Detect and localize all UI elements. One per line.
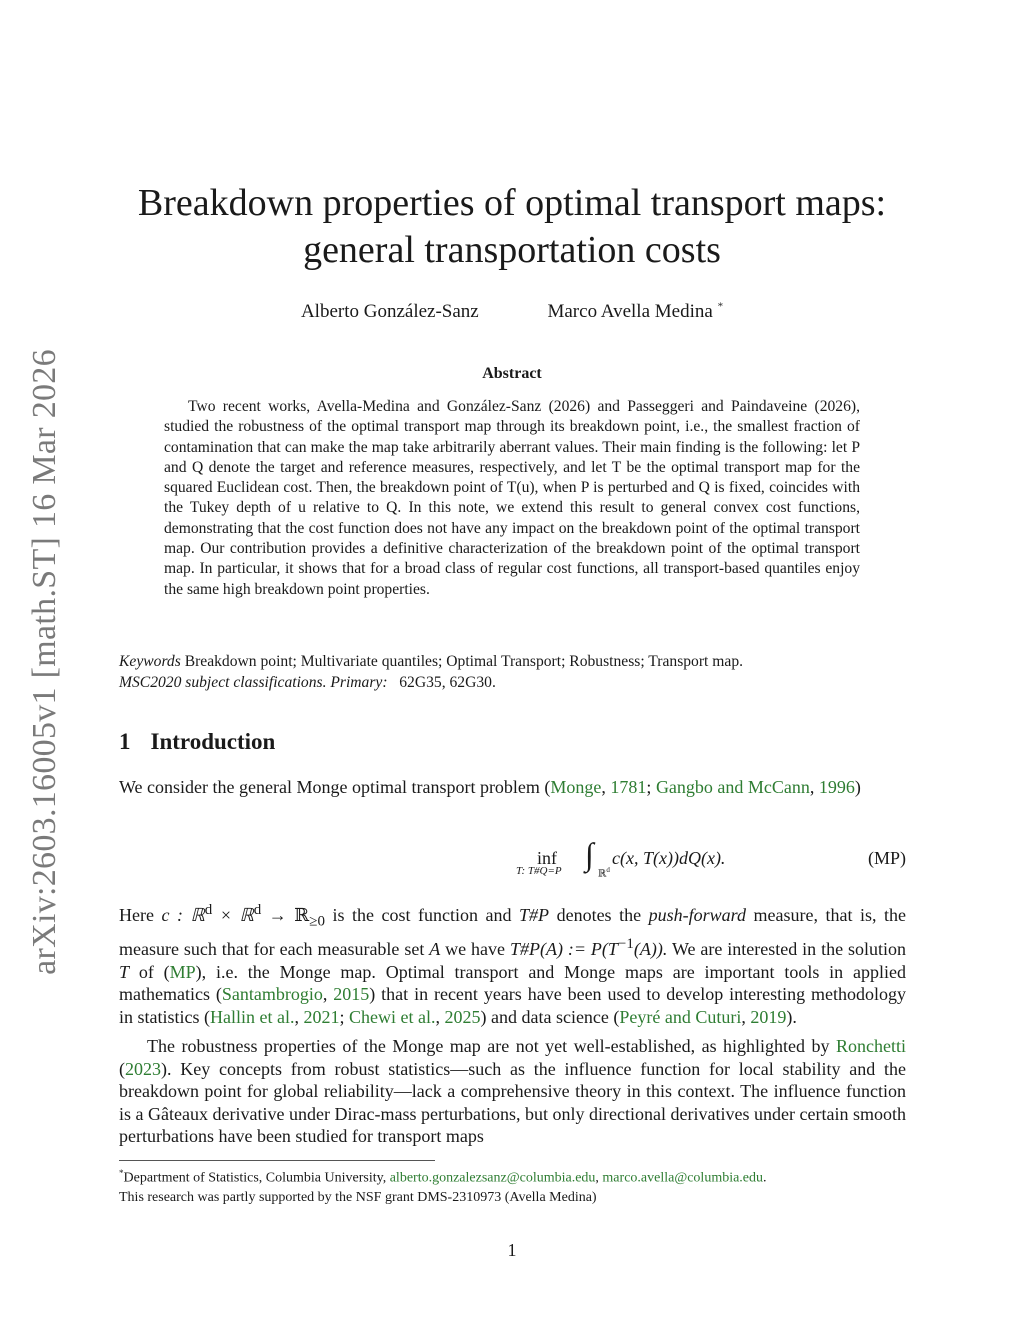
text-run: )	[854, 777, 861, 797]
integral-sign: ∫	[585, 836, 594, 872]
citation-link[interactable]: Gangbo and McCann	[655, 777, 810, 797]
intro-paragraph-2	[119, 899, 906, 1029]
footnote-line-1	[119, 1164, 909, 1188]
citation-link[interactable]: Peyré and Cuturi	[619, 1006, 742, 1027]
keywords-line	[119, 651, 909, 672]
citation-link[interactable]: 1996	[818, 777, 855, 797]
text-run: of (	[129, 961, 170, 982]
keywords-block	[119, 651, 909, 693]
citation-link[interactable]: 2021	[303, 1006, 340, 1027]
citation-link[interactable]: 2025	[444, 1006, 481, 1027]
math-sup: −1	[617, 936, 634, 953]
author-first: Alberto González-Sanz	[300, 301, 479, 323]
citation-link[interactable]: Ronchetti	[836, 1036, 906, 1056]
paper-title	[0, 180, 1024, 274]
keywords-text: Breakdown point; Multivariate quantiles; Optimal Transport; Robustness; Transport map.	[184, 653, 744, 670]
msc-line	[119, 672, 909, 693]
arxiv-identifier: arXiv:2603.16005v1 [math.ST] 16 Mar 2026	[26, 349, 63, 975]
integral-domain-base: ℝ	[598, 868, 607, 880]
equation-expression: c(x, T(x))dQ(x).	[612, 848, 726, 868]
monge-equation	[119, 838, 906, 882]
integral-domain	[598, 866, 610, 879]
equation-ref-link[interactable]: MP	[169, 961, 196, 982]
text-run: ) and data science (	[480, 1006, 620, 1027]
footnote	[119, 1164, 909, 1207]
abstract-text: Two recent works, Avella-Medina and González-Sanz (2026) and Passeggeri and Paindaveine (2026), studied the robustness of the optimal transport map through its breakdown point, i.e., the smallest fraction of contamination that can make the map take arbitrarily aberrant values. Their main finding is the following: let P and Q denote the target and reference measures, respectively, and let T be the optimal transport map for the squared Euclidean cost. Then, the breakdown point of T(u), when P is perturbed and Q is fixed, coincides with the Tukey depth of u relative to Q. In this note, we extend this result to general convex cost functions, demonstrating that the cost function does not have any impact on the breakdown point of the optimal transport map. Our contribution provides a definitive characterization of the breakdown point of the optimal transport map. In particular, it shows that for a broad class of regular cost functions, all transport-based quantiles enjoy the same high breakdown point properties.	[164, 398, 860, 598]
text-run: (	[119, 1058, 125, 1079]
text-run: ). Key concepts from robust statistics—such as the influence function for local stability and the breakdown point for global reliability—lack a comprehensive theory in this context. The influence function is a Gâteaux derivative under Dirac-mass perturbations, but only directional derivatives under certain smooth perturbations have been studied for transport maps	[119, 1058, 906, 1147]
math-run: (A)).	[633, 939, 668, 960]
text-run: The robustness properties of the Monge map are not yet well-established, as highlighted by	[147, 1036, 836, 1056]
text-run: We consider the general Monge optimal transport problem (	[119, 777, 551, 797]
text-run: ,	[294, 1006, 304, 1027]
email-link-2[interactable]: marco.avella@columbia.edu	[602, 1170, 764, 1186]
math-run: × ℝ	[212, 905, 254, 925]
text-run: ,	[435, 1006, 445, 1027]
text-run: is the cost function and	[324, 905, 520, 925]
math-run: c : ℝ	[161, 905, 205, 925]
math-run: T	[119, 961, 130, 982]
text-run: ;	[646, 777, 656, 797]
footnote-divider	[119, 1160, 435, 1161]
text-run: ,	[322, 984, 334, 1005]
math-run: A	[429, 939, 441, 960]
text-run: ).	[786, 1006, 797, 1027]
equation-inf: inf	[537, 848, 557, 868]
section-number: 1	[119, 729, 131, 754]
abstract-heading: Abstract	[482, 365, 542, 382]
msc-label: MSC2020 subject classifications. Primary:	[119, 674, 388, 691]
author-second: Marco Avella Medina	[547, 301, 713, 323]
title-line-2: general transportation costs	[303, 229, 721, 271]
equation-tag: (MP)	[867, 848, 906, 868]
text-run: ;	[339, 1006, 349, 1027]
msc-text: 62G35, 62G30.	[399, 674, 496, 691]
text-run: we have	[440, 939, 510, 960]
footnote-mark: *	[119, 1168, 124, 1178]
citation-link[interactable]: Santambrogio	[221, 984, 323, 1005]
footnote-text: .	[763, 1170, 767, 1186]
page-number: 1	[507, 1240, 517, 1260]
footnote-line-2: This research was partly supported by the NSF grant DMS-2310973 (Avella Medina)	[119, 1189, 597, 1205]
title-line-1: Breakdown properties of optimal transport maps:	[137, 182, 887, 224]
keywords-label: Keywords	[119, 653, 181, 670]
math-run: T#P	[519, 905, 550, 925]
author-list	[0, 301, 1024, 323]
math-sub: ≥0	[309, 913, 325, 930]
author-footnote-mark[interactable]: *	[717, 301, 724, 313]
intro-paragraph-1	[119, 776, 906, 799]
integral-domain-dim: d	[606, 866, 610, 874]
equation-inf-subscript: T: T#Q=P	[516, 865, 562, 877]
citation-link[interactable]: 2019	[750, 1006, 787, 1027]
math-sup: d	[253, 902, 262, 918]
citation-link[interactable]: 2023	[125, 1058, 161, 1079]
text-run: ) that in recent years have been used to develop interesting methodology in statistics (	[119, 984, 907, 1027]
math-sup: d	[204, 902, 213, 918]
citation-link[interactable]: Monge	[550, 777, 602, 797]
email-link-1[interactable]: alberto.gonzalezsanz@columbia.edu	[389, 1170, 596, 1186]
text-run: We are interested in the solution	[667, 939, 906, 960]
math-run: T#P(A) := P(T	[509, 939, 618, 960]
math-run: → ℝ	[261, 905, 310, 925]
footnote-text: ,	[595, 1170, 603, 1186]
text-run: denotes the	[549, 905, 649, 925]
text-run: ,	[809, 777, 819, 797]
intro-paragraph-3	[119, 1035, 906, 1148]
footnote-text: Department of Statistics, Columbia University,	[123, 1170, 390, 1186]
text-run: measure, that is, the measure such that for each measurable set	[119, 905, 906, 960]
citation-link[interactable]: 1781	[610, 777, 647, 797]
citation-link[interactable]: Chewi et al.	[349, 1006, 436, 1027]
section-heading	[119, 729, 275, 755]
emphasis-run: push-forward	[648, 905, 746, 925]
text-run: Here	[119, 905, 162, 925]
text-run: ,	[601, 777, 611, 797]
author-second-wrap	[547, 301, 723, 322]
text-run: ,	[741, 1006, 751, 1027]
citation-link[interactable]: 2015	[333, 984, 370, 1005]
citation-link[interactable]: Hallin et al.	[210, 1006, 295, 1027]
text-run: ), i.e. the Monge map. Optimal transport and Monge maps are important tools in applied mathematics (	[119, 961, 906, 1005]
section-title: Introduction	[150, 729, 276, 754]
